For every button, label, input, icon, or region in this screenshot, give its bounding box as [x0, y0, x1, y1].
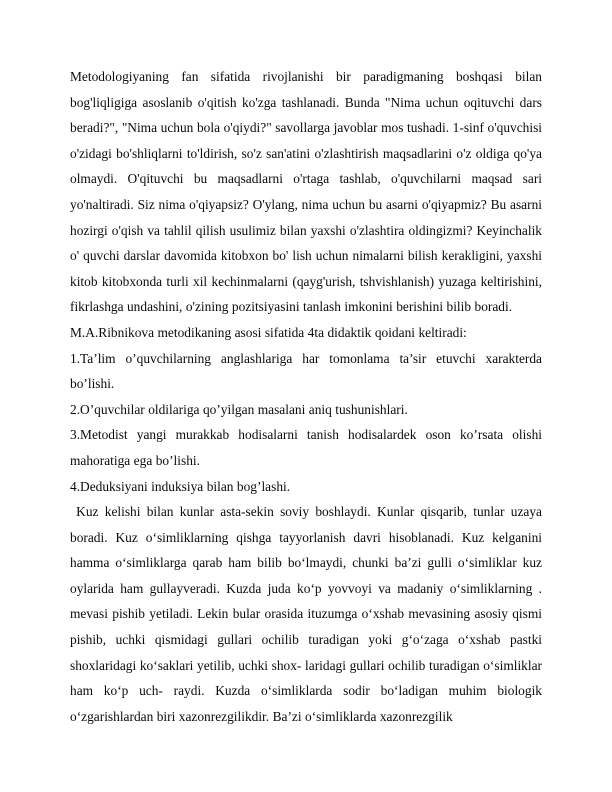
paragraph-autumn-text: Kuz kelishi bilan kunlar asta-sekin soviy boshlaydi. Kunlar qisqarib, tunlar uzaya boradi. Kuz o‘simliklarning qishga tayyorlanish davri hisoblanadi. Kuz kelganini hamma o‘simliklarga qarab ham bilib bo‘lmaydi, chunki ba’zi gulli o‘simliklar kuz oylarida ham gullayveradi. Kuzda juda ko‘p yovvoyi va madaniy o‘simliklarning . mevasi pishib yetiladi. Lekin bular orasida ituzumga o‘xshab mevasining asosiy qismi pishib, uchki qismidagi gullari ochilib turadigan yoki g‘o‘zaga o‘xshab pastki shoxlaridagi ko‘saklari yetilib, uchki shox- laridagi gullari ochilib turadigan o‘simliklar ham ko‘p uch- raydi. Kuzda o‘simliklarda sodir bo‘ladigan muhim biologik o‘zgarishlardan biri xazonrezgilikdir. Ba’zi o‘simliklarda xazonrezgilik: [70, 504, 542, 724]
paragraph-autumn: [70, 499, 542, 729]
paragraph-methodology: Metodologiyaning fan sifatida rivojlanishi bir paradigmaning boshqasi bilan bog'liqligiga asoslanib o'qitish ko'zga tashlanadi. Bunda "Nima uchun oqituvchi dars beradi?", "Nima uchun bola o'qiydi?" savollarga javoblar mos tushadi. 1-sinf o'quvchisi o'zidagi bo'shliqlarni to'ldirish, so'z san'atini o'zlashtirish maqsadlarini o'z oldiga qo'ya olmaydi. O'qituvchi bu maqsadlarni o'rtaga tashlab, o'quvchilarni maqsad sari yo'naltiradi. Siz nima o'qiyapsiz? O'ylang, nima uchun bu asarni o'qiyapmiz? Bu asarni hozirgi o'qish va tahlil qilish usulimiz bilan yaxshi o'zlashtira oldingizmi? Keyinchalik o' quvchi darslar davomida kitobxon bo' lish uchun nimalarni bilish kerakligini, yaxshi kitob kitobxonda turli xil kechinmalarni (qayg'urish, tshvishlanish) yuzaga keltirishini, fikrlashga undashini, o'zining pozitsiyasini tanlash imkonini berishini bilib boradi.: [70, 69, 542, 315]
list-item-3: 3.Metodist yangi murakkab hodisalarni tanish hodisalardek oson ko’rsata olishi mahoratiga ega bo’lishi.: [70, 427, 542, 468]
list-item-2: 2.O’quvchilar oldilariga qo’yilgan masalani aniq tushunishlari.: [70, 401, 408, 417]
document-text-body: [70, 64, 542, 729]
list-item-4: 4.Deduksiyani induksiya bilan bog’lashi.: [70, 478, 291, 494]
line-ribnikova-intro: M.A.Ribnikova metodikaning asosi sifatida 4ta didaktik qoidani keltiradi:: [70, 324, 467, 340]
list-item-1: 1.Ta’lim o’quvchilarning anglashlariga har tomonlama ta’sir etuvchi xarakterda bo’lishi.: [70, 350, 542, 392]
